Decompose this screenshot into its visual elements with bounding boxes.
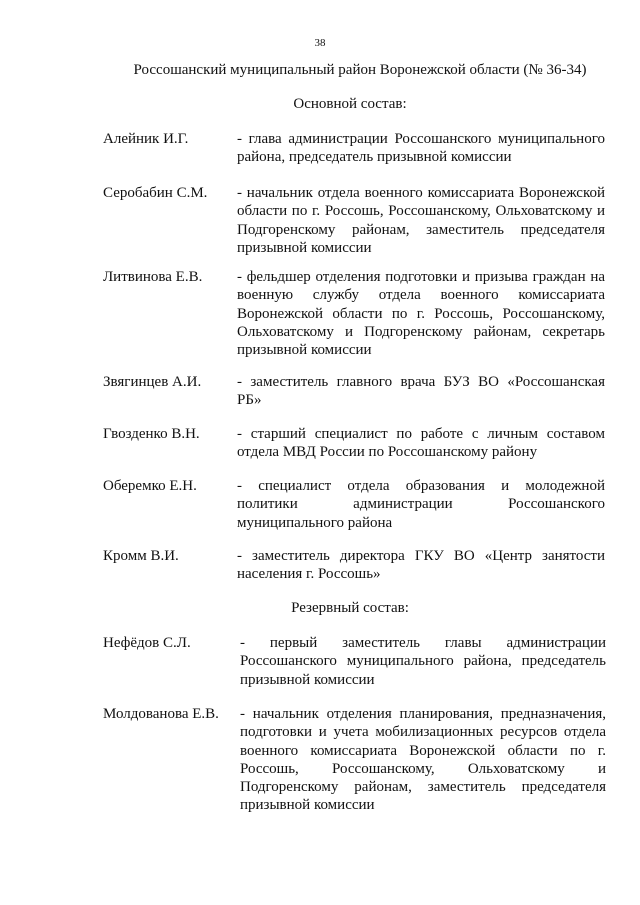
member-role: - первый заместитель главы администрации Россошанского муниципального района, председатель призывной комиссии bbox=[240, 635, 606, 688]
member-role: - глава администрации Россошанского муниципального района, председатель призывной комиссии bbox=[237, 131, 605, 166]
member-name: Литвинова Е.В. bbox=[103, 269, 203, 285]
member-name: Звягинцев А.И. bbox=[103, 374, 202, 390]
member-role: - начальник отдела военного комиссариата Воронежской области по г. Россошь, Россошанскому, Ольховатскому и Подгоренскому районам, заместитель председателя призывной комиссии bbox=[237, 185, 605, 256]
member-name: Кромм В.И. bbox=[103, 548, 179, 564]
member-role: - заместитель директора ГКУ ВО «Центр занятости населения г. Россошь» bbox=[237, 548, 605, 583]
member-name: Серобабин С.М. bbox=[103, 185, 208, 201]
document-title: Россошанский муниципальный район Воронежской области (№ 36-34) bbox=[133, 62, 587, 78]
member-role: - начальник отделения планирования, предназначения, подготовки и учета мобилизационных ресурсов отдела военного комиссариата Воронежской области по г. Россошь, Россошанскому, Ольховатскому и Подгоренскому районам, заместитель председателя призывной комиссии bbox=[240, 706, 606, 814]
member-role: - старший специалист по работе с личным составом отдела МВД России по Россошанскому району bbox=[237, 426, 605, 461]
main-section-heading: Основной состав: bbox=[293, 96, 407, 112]
page-number: 38 bbox=[314, 37, 326, 49]
member-name: Гвозденко В.Н. bbox=[103, 426, 200, 442]
member-name: Оберемко Е.Н. bbox=[103, 478, 197, 494]
member-name: Молдованова Е.В. bbox=[103, 706, 219, 722]
reserve-section-heading: Резервный состав: bbox=[291, 600, 409, 616]
member-role: - специалист отдела образования и молодежной политики администрации Россошанского муниципального района bbox=[237, 478, 605, 531]
member-role: - фельдшер отделения подготовки и призыва граждан на военную службу отдела военного комиссариата Воронежской области по г. Россошь, Россошанскому, Ольховатскому и Подгоренскому районам, секретарь призывной комиссии bbox=[237, 269, 605, 359]
member-name: Алейник И.Г. bbox=[103, 131, 189, 147]
member-name: Нефёдов С.Л. bbox=[103, 635, 191, 651]
member-role: - заместитель главного врача БУЗ ВО «Россошанская РБ» bbox=[237, 374, 605, 409]
